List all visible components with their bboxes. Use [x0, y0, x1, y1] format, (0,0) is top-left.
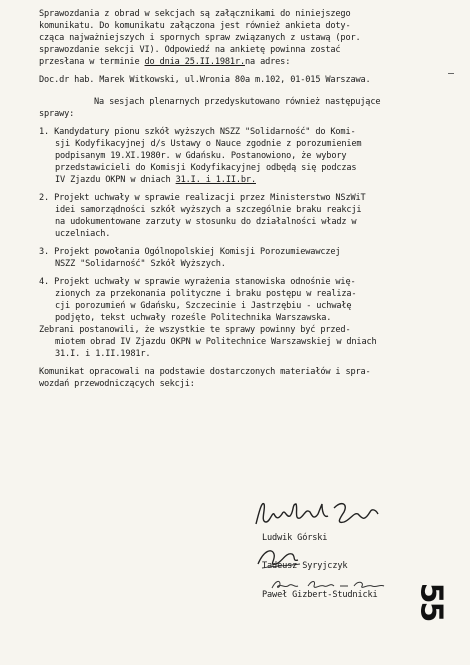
- text-line: sprawozdanie sekcji VI). Odpowiedź na ankietę powinna zostać: [39, 45, 341, 55]
- text-line: Komunikat opracowali na podstawie dostarczonych materiałów i spra-: [39, 367, 371, 377]
- address-line: Doc.dr hab. Marek Witkowski, ul.Wronia 80a m.102, 01-015 Warszawa.: [39, 75, 371, 85]
- signatory-name: Paweł Gizbert-Studnicki: [262, 590, 378, 600]
- text-line: [39, 57, 290, 67]
- text-line: zionych za przekonania polityczne i braku postępu w realiza-: [55, 289, 357, 299]
- list-item-4: 4. Projekt uchwały w sprawie wyrażenia stanowiska odnośnie wię-: [39, 277, 356, 287]
- text-line: sprawy:: [39, 109, 75, 119]
- text-line: Sprawozdania z obrad w sekcjach są załącznikami do niniejszego: [39, 9, 351, 19]
- text-line: NSZZ "Solidarność" Szkół Wyższych.: [55, 259, 226, 269]
- text-line: cji porozumień w Gdańsku, Szczecinie i Jastrzębiu - uchwałę: [55, 301, 352, 311]
- text-line: idei samorządności szkół wyższych a szczególnie braku reakcji: [55, 205, 362, 215]
- text-line: Zebrani postanowili, że wszystkie te sprawy powinny być przed-: [39, 325, 351, 335]
- text-line: podpisanym 19.XI.1980r. w Gdańsku. Postanowiono, że wybory: [55, 151, 347, 161]
- text-fragment: IV Zjazdu OKPN w dniach: [55, 175, 171, 185]
- list-item-1: 1. Kandydatury pionu szkół wyższych NSZZ "Solidarność" do Komi-: [39, 127, 356, 137]
- text-line: Na sesjach plenarnych przedyskutowano również następujące: [94, 97, 381, 107]
- text-line: cząca najważniejszych i spornych spraw związanych z ustawą (por.: [39, 33, 361, 43]
- list-item-2: 2. Projekt uchwały w sprawie realizacji przez Ministerstwo NSzWiT: [39, 193, 366, 203]
- text-line: na udokumentowane zarzuty w stosunku do działalności władz w: [55, 217, 357, 227]
- text-line: sji Kodyfikacyjnej d/s Ustawy o Nauce zgodnie z porozumieniem: [55, 139, 362, 149]
- text-line: wozdań przewodniczących sekcji:: [39, 379, 195, 389]
- text-line: komunikatu. Do komunikatu załączona jest również ankieta doty-: [39, 21, 351, 31]
- list-item-3: 3. Projekt powołania Ogólnopolskiej Komisji Porozumiewawczej: [39, 247, 341, 257]
- signature-gorski: [252, 498, 382, 532]
- margin-mark: [448, 70, 454, 74]
- text-fragment: na adres:: [245, 57, 291, 67]
- text-fragment: przesłana w terminie: [39, 57, 140, 67]
- signatory-name: Ludwik Górski: [262, 533, 328, 543]
- text-line: miotem obrad IV Zjazdu OKPN w Politechnice Warszawskiej w dniach: [55, 337, 377, 347]
- text-line: przedstawicieli do Komisji Kodyfikacyjnej odbędą się podczas: [55, 163, 357, 173]
- signatory-name: Tadeusz Syryjczyk: [262, 561, 348, 571]
- deadline-date: do dnia 25.II.1981r.: [144, 57, 245, 67]
- page-number: 55: [413, 582, 449, 621]
- text-line: uczelniach.: [55, 229, 111, 239]
- congress-dates: 31.I. i 1.II.br.: [175, 175, 256, 185]
- text-line: podjęto, tekst uchwały roześle Politechnika Warszawska.: [55, 313, 332, 323]
- text-line: [55, 175, 256, 185]
- text-line: 31.I. i 1.II.1981r.: [55, 349, 151, 359]
